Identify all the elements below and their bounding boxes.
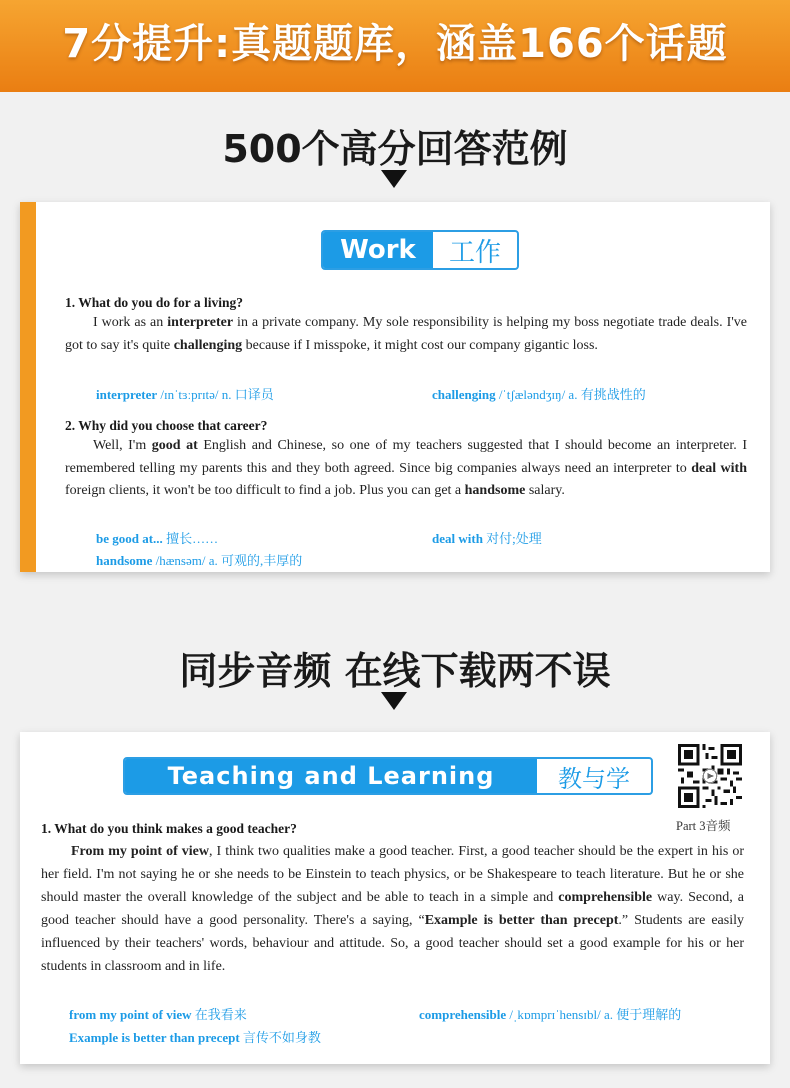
answer-text: I work as an: [93, 315, 168, 330]
vocab-comprehensible: comprehensible /ˌkɒmprɪˈhensɪbl/ a. 便于理解的: [419, 1007, 682, 1022]
key-phrase: good at: [151, 438, 198, 453]
answer-1: [65, 312, 747, 357]
vocab-example-precept: Example is better than precept 言传不如身教: [69, 1030, 321, 1045]
answer-text: foreign clients, it won't be too difficult to find a job. Plus you can get a: [65, 483, 465, 498]
vocab-point-of-view: from my point of view 在我看来: [69, 1007, 247, 1022]
vocab-handsome: handsome /hænsəm/ a. 可观的,丰厚的: [96, 553, 303, 568]
topic-header-work: [321, 230, 519, 270]
answer-2: [65, 435, 747, 503]
answer-text: way. Second, a good teacher should have a good personality. There's a saying, “: [41, 890, 744, 928]
answer-text: salary.: [525, 483, 565, 498]
topic-title-cn: 工作: [448, 237, 501, 268]
topic-title-en: Work: [323, 232, 433, 268]
down-arrow-icon: [381, 170, 407, 188]
topic-title-cn: 教与学: [558, 764, 630, 793]
question-2: 2. Why did you choose that career?: [65, 418, 268, 433]
vocab-deal-with: deal with 对付;处理: [432, 531, 542, 546]
answer-text: English and Chinese, so one of my teachers suggested that I should become an interpreter. I remembered telling my parents this and they both agreed. Since big companies always need an interpreter to: [65, 438, 747, 476]
answer-text: , I think two qualities make a good teacher. First, a good teacher should be the expert in his or her field. I'm not saying he or she needs to be Einstein to teach physics, or be Shakespeare to teach literature. But he or she should master the overall knowledge of the subject and be able to teach in a simple and: [41, 844, 744, 905]
key-phrase: interpreter: [167, 315, 234, 330]
vocab-be-good-at: be good at... 擅长……: [96, 531, 219, 546]
answer-text: Well, I'm: [93, 438, 152, 453]
key-phrase: deal with: [691, 460, 747, 476]
question-1: 1. What do you do for a living?: [65, 295, 244, 310]
answer-1: [41, 840, 744, 978]
work-card: [20, 202, 770, 572]
key-phrase: Example is better than precept: [424, 913, 619, 928]
answer-text: .” Students are easily influenced by their teachers' words, behaviour and attitude. So, a good teacher should set a good example for his or her students in classroom and in life.: [41, 913, 744, 974]
down-arrow-icon-2: [381, 692, 407, 710]
key-phrase: comprehensible: [558, 890, 653, 905]
teaching-card: [20, 732, 770, 1064]
section-heading-audio: 同步音频 在线下载两不误: [179, 649, 611, 693]
key-phrase: From my point of view: [71, 844, 209, 859]
answer-text: in a private company. My sole responsibility is helping my boss negotiate trade deals. I've got to say it's quite: [65, 315, 747, 353]
topic-title-en: Teaching and Learning: [125, 759, 537, 793]
qr-code-icon[interactable]: [678, 744, 742, 808]
vocab-interpreter: interpreter /ɪnˈtɜːprɪtə/ n. 口译员: [96, 387, 274, 402]
key-phrase: handsome: [464, 483, 526, 498]
audio-label: Part 3音频: [676, 819, 731, 833]
section-heading-examples: 500个高分回答范例: [222, 127, 568, 171]
vocab-challenging: challenging /ˈtʃæləndʒɪŋ/ a. 有挑战性的: [432, 387, 646, 402]
banner-title: 7分提升:真题题库，涵盖166个话题: [62, 21, 728, 67]
key-phrase: challenging: [173, 337, 243, 353]
question-1: 1. What do you think makes a good teacher?: [41, 821, 297, 836]
topic-header-teaching: [123, 757, 653, 795]
answer-text: because if I misspoke, it might cost our company gigantic loss.: [242, 337, 598, 353]
top-banner: [0, 0, 790, 92]
